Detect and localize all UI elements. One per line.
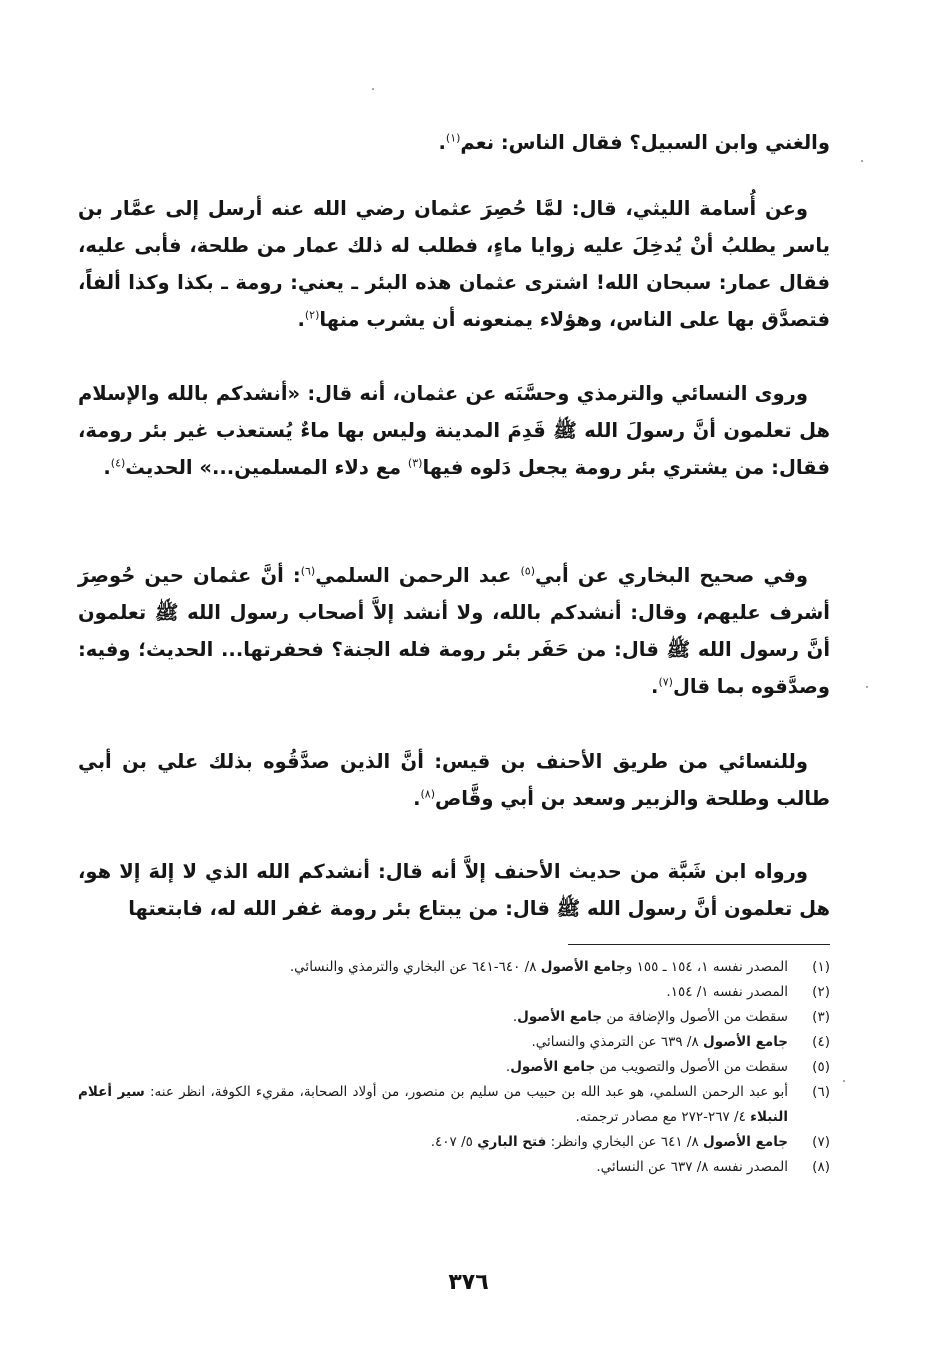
- punctuation: .: [103, 456, 111, 479]
- paragraph-text: وروى النسائي والترمذي وحسَّنَه عن عثمان، أنه قال: «أنشدكم بالله والإسلام هل تعلمون أنَّ رسولَ الله ﷺ قَدِمَ المدينة وليس بها ماءٌ يُستعذب غير بئر رومة، فقال: من يشتري بئر رومة يجعل دَلوه فيها: [78, 382, 830, 479]
- footnote-text: [78, 980, 788, 1005]
- book-title: جامع الأصول: [703, 1034, 788, 1050]
- footnote-ref[interactable]: (١): [445, 131, 461, 145]
- paragraph-text: عبد الرحمن السلمي: [315, 564, 521, 587]
- footnote-text: [78, 955, 788, 980]
- punctuation: .: [651, 675, 659, 698]
- footnote-text: [78, 1030, 788, 1055]
- paragraph-6: [78, 853, 830, 927]
- paragraph-text: ورواه ابن شَبَّة من حديث الأحنف إلاَّ أنه قال: أنشدكم الله الذي لا إلهَ إلا هو، هل تعلمون أنَّ رسول الله ﷺ قال: من يبتاع بئر رومة غفر الله له، فابتعتها: [78, 860, 830, 920]
- paragraph-text: مع دلاء المسلمين...» الحديث: [125, 456, 408, 479]
- footnote-number: (٦): [812, 1084, 830, 1100]
- footnote-ref[interactable]: (٤): [110, 456, 126, 470]
- paragraph-text: وللنسائي من طريق الأحنف بن قيس: أنَّ الذين صدَّقُوه بذلك علي بن أبي طالب وطلحة والزبير وسعد بن أبي وقَّاص: [78, 750, 830, 810]
- punctuation: .: [438, 131, 446, 154]
- paragraph-text: والغني وابن السبيل؟ فقال الناس: نعم: [460, 131, 830, 154]
- footnote-1: [78, 955, 830, 980]
- scan-speck: [843, 1080, 845, 1082]
- footnote-text: [78, 1005, 788, 1030]
- footnote-text-part: .: [505, 1059, 511, 1075]
- scan-speck: [866, 686, 868, 688]
- footnote-8: [78, 1155, 830, 1180]
- footnote-text-part: ٥/ ٤٠٧.: [430, 1134, 478, 1150]
- paragraph-5: [78, 743, 830, 817]
- book-title: جامع الأصول: [510, 1059, 596, 1075]
- footnote-text: [78, 1055, 788, 1080]
- footnote-ref[interactable]: (٣): [407, 456, 423, 470]
- footnote-number: (٣): [812, 1009, 830, 1025]
- footnote-number: (٥): [812, 1059, 830, 1075]
- footnote-5: [78, 1055, 830, 1080]
- paragraph-text: وعن أُسامة الليثي، قال: لمَّا حُصِرَ عثمان رضي الله عنه أرسل إلى عمَّار بن ياسر يطلبُ أنْ يُدخِلَ عليه زوايا ماءٍ، فطلب له ذلك عمار من طلحة، فأبى عليه، فقال عمار: سبحان الله! اشترى عثمان هذه البئر ـ يعني: رومة ـ بكذا وكذا ألفاً، فتصدَّق بها على الناس، وهؤلاء يمنعونه أن يشرب منها: [78, 197, 830, 331]
- footnotes: [78, 955, 830, 1180]
- footnote-text-part: سقطت من الأصول والإضافة من: [602, 1009, 788, 1025]
- footnote-number: (٤): [812, 1034, 830, 1050]
- paragraph-text: وفي صحيح البخاري عن أبي: [535, 564, 808, 587]
- footnote-text-part: ٤/ ٢٦٧-٢٧٢ مع مصادر ترجمته.: [575, 1109, 751, 1125]
- footnote-ref[interactable]: (٨): [420, 787, 435, 801]
- footnote-text-part: ٨/ ٦٣٩ عن الترمذي والنسائي.: [531, 1034, 704, 1050]
- paragraph-text: : أنَّ عثمان حين حُوصِرَ أشرف عليهم، وقال: أنشدكم بالله، ولا أنشد إلاَّ أصحاب رسول الله ﷺ تعلمون أنَّ رسول الله ﷺ قال: من حَفَر بئر رومة فله الجنة؟ فحفرتها... الحديث؛ وفيه: وصدَّقوه بما قال: [78, 564, 830, 698]
- footnote-text-part: .: [512, 1009, 518, 1025]
- punctuation: .: [413, 787, 421, 810]
- footnote-text-part: ٨/ ٦٤١ عن البخاري وانظر:: [546, 1134, 704, 1150]
- paragraph-1: [78, 124, 830, 161]
- scan-speck: [372, 88, 374, 90]
- footnote-number: (٨): [812, 1159, 830, 1175]
- punctuation: .: [297, 308, 305, 331]
- footnote-ref[interactable]: (٧): [658, 675, 673, 689]
- book-title: جامع الأصول: [540, 959, 626, 975]
- footnote-ref[interactable]: (٦): [300, 564, 316, 578]
- footnote-text-part: ٨/ ٦٤٠-٦٤١ عن البخاري والترمذي والنسائي.: [289, 959, 541, 975]
- footnote-2: [78, 980, 830, 1005]
- footnote-4: [78, 1030, 830, 1055]
- footnote-text-part: سقطت من الأصول والتصويب من: [595, 1059, 788, 1075]
- footnote-ref[interactable]: (٢): [304, 308, 320, 322]
- footnote-text: [78, 1080, 788, 1130]
- footnote-3: [78, 1005, 830, 1030]
- footnote-number: (٧): [812, 1134, 830, 1150]
- footnote-text-part: المصدر نفسه ١/ ١٥٤.: [666, 984, 788, 1000]
- footnote-separator: [568, 944, 830, 945]
- footnote-text-part: المصدر نفسه ١، ١٥٤ ـ ١٥٥ و: [625, 959, 788, 975]
- paragraph-2: [78, 190, 830, 338]
- paragraph-4: [78, 557, 830, 705]
- book-title: جامع الأصول: [703, 1134, 788, 1150]
- footnote-ref[interactable]: (٥): [520, 564, 535, 578]
- footnote-number: (٢): [812, 984, 830, 1000]
- book-title: جامع الأصول: [517, 1009, 603, 1025]
- page-number: ٣٧٦: [448, 1270, 489, 1295]
- book-title: فتح الباري: [477, 1134, 547, 1150]
- footnote-6: [78, 1080, 830, 1130]
- footnote-text-part: المصدر نفسه ٨/ ٦٣٧ عن النسائي.: [596, 1159, 788, 1175]
- paragraph-3: [78, 375, 830, 486]
- footnote-text-part: أبو عبد الرحمن السلمي، هو عبد الله بن حبيب من سليم بن منصور، من أولاد الصحابة، مقريء الكوفة، انظر عنه:: [144, 1084, 788, 1100]
- footnote-text: [78, 1130, 788, 1155]
- scan-speck: [861, 160, 863, 162]
- footnote-7: [78, 1130, 830, 1155]
- book-title: سير أعلام النبلاء: [78, 1084, 788, 1125]
- footnote-number: (١): [812, 959, 830, 975]
- footnote-text: [78, 1155, 788, 1180]
